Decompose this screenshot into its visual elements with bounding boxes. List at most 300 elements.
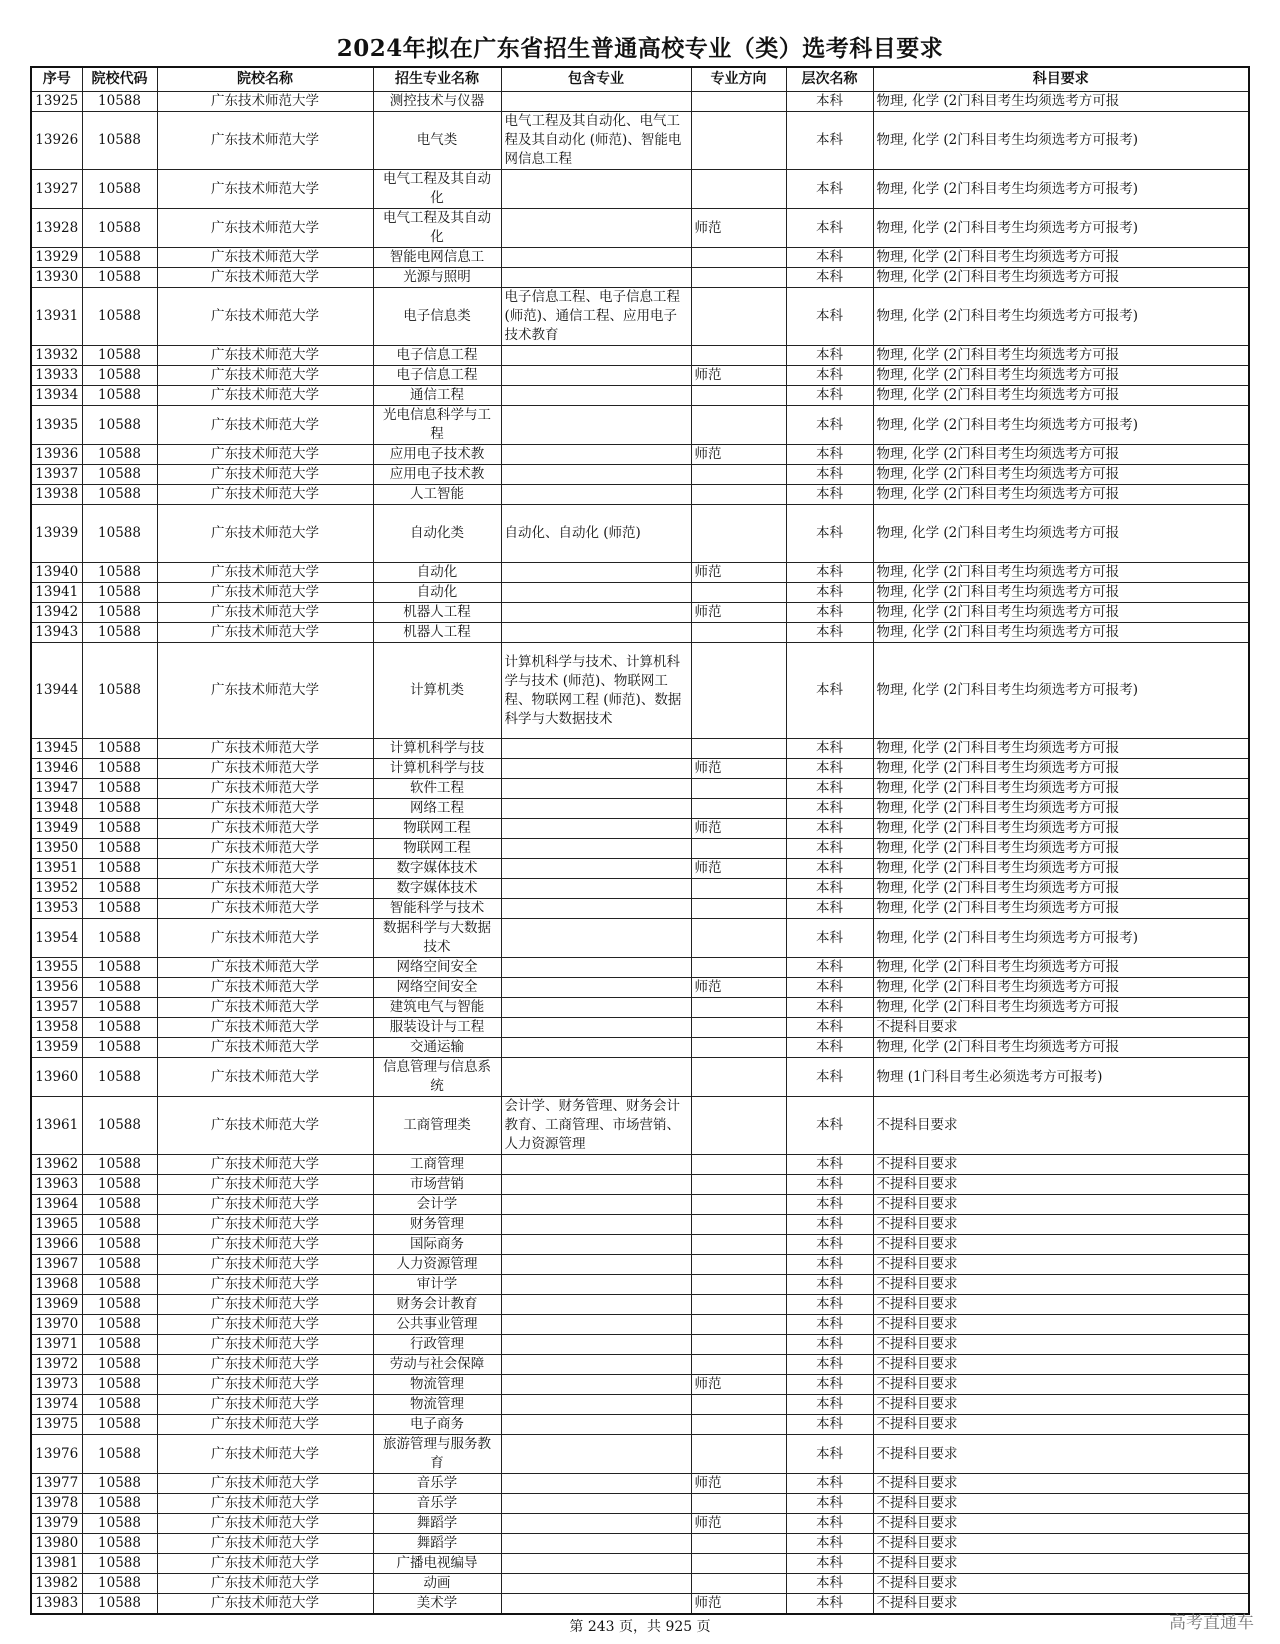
cell-school-code: 10588 xyxy=(82,643,157,739)
table-row xyxy=(31,112,1249,170)
cell-direction xyxy=(691,1275,786,1295)
cell-level: 本科 xyxy=(786,978,873,998)
cell-subject-req: 物理, 化学 (2门科目考生均须选考方可报 xyxy=(873,958,1249,978)
cell-level: 本科 xyxy=(786,1554,873,1574)
cell-subject-req: 不提科目要求 xyxy=(873,1175,1249,1195)
cell-level: 本科 xyxy=(786,288,873,346)
cell-seq: 13970 xyxy=(31,1315,82,1335)
cell-included-majors xyxy=(501,1255,691,1275)
cell-level: 本科 xyxy=(786,779,873,799)
table-row xyxy=(31,92,1249,112)
table-row xyxy=(31,739,1249,759)
cell-level: 本科 xyxy=(786,583,873,603)
cell-seq: 13947 xyxy=(31,779,82,799)
cell-direction xyxy=(691,583,786,603)
cell-subject-req: 不提科目要求 xyxy=(873,1235,1249,1255)
cell-level: 本科 xyxy=(786,248,873,268)
cell-level: 本科 xyxy=(786,1355,873,1375)
cell-major-name: 电子信息工程 xyxy=(373,366,501,386)
cell-level: 本科 xyxy=(786,899,873,919)
cell-seq: 13978 xyxy=(31,1494,82,1514)
cell-included-majors xyxy=(501,485,691,505)
cell-school-code: 10588 xyxy=(82,445,157,465)
cell-direction xyxy=(691,1315,786,1335)
cell-included-majors xyxy=(501,209,691,248)
cell-direction: 师范 xyxy=(691,603,786,623)
cell-subject-req: 不提科目要求 xyxy=(873,1395,1249,1415)
cell-subject-req: 物理, 化学 (2门科目考生均须选考方可报 xyxy=(873,248,1249,268)
cell-direction xyxy=(691,1335,786,1355)
cell-school-code: 10588 xyxy=(82,1275,157,1295)
table-row xyxy=(31,209,1249,248)
cell-level: 本科 xyxy=(786,170,873,209)
cell-level: 本科 xyxy=(786,819,873,839)
cell-included-majors xyxy=(501,1435,691,1474)
cell-subject-req: 不提科目要求 xyxy=(873,1474,1249,1494)
cell-level: 本科 xyxy=(786,919,873,958)
cell-level: 本科 xyxy=(786,505,873,563)
cell-direction xyxy=(691,112,786,170)
cell-subject-req: 物理, 化学 (2门科目考生均须选考方可报考) xyxy=(873,288,1249,346)
subject-requirements-table xyxy=(30,66,1250,1615)
cell-subject-req: 不提科目要求 xyxy=(873,1215,1249,1235)
table-row xyxy=(31,958,1249,978)
cell-direction xyxy=(691,1018,786,1038)
cell-subject-req: 物理, 化学 (2门科目考生均须选考方可报 xyxy=(873,779,1249,799)
table-row xyxy=(31,248,1249,268)
table-row xyxy=(31,583,1249,603)
cell-subject-req: 物理, 化学 (2门科目考生均须选考方可报 xyxy=(873,879,1249,899)
cell-level: 本科 xyxy=(786,1275,873,1295)
cell-included-majors xyxy=(501,899,691,919)
cell-seq: 13966 xyxy=(31,1235,82,1255)
header-school-name: 院校名称 xyxy=(157,67,373,92)
cell-school-name: 广东技术师范大学 xyxy=(157,839,373,859)
cell-school-name: 广东技术师范大学 xyxy=(157,563,373,583)
cell-level: 本科 xyxy=(786,445,873,465)
cell-direction xyxy=(691,346,786,366)
cell-included-majors xyxy=(501,759,691,779)
cell-direction: 师范 xyxy=(691,859,786,879)
page-footer: 第 243 页，共 925 页 xyxy=(569,1619,711,1635)
cell-direction xyxy=(691,1038,786,1058)
cell-level: 本科 xyxy=(786,1435,873,1474)
cell-school-name: 广东技术师范大学 xyxy=(157,1415,373,1435)
cell-school-code: 10588 xyxy=(82,1018,157,1038)
cell-seq: 13980 xyxy=(31,1534,82,1554)
cell-major-name: 舞蹈学 xyxy=(373,1514,501,1534)
cell-subject-req: 物理, 化学 (2门科目考生均须选考方可报考) xyxy=(873,112,1249,170)
cell-subject-req: 不提科目要求 xyxy=(873,1375,1249,1395)
cell-subject-req: 物理, 化学 (2门科目考生均须选考方可报 xyxy=(873,346,1249,366)
cell-level: 本科 xyxy=(786,406,873,445)
cell-subject-req: 不提科目要求 xyxy=(873,1574,1249,1594)
cell-major-name: 网络空间安全 xyxy=(373,978,501,998)
cell-subject-req: 不提科目要求 xyxy=(873,1415,1249,1435)
cell-school-name: 广东技术师范大学 xyxy=(157,1058,373,1097)
cell-major-name: 自动化 xyxy=(373,563,501,583)
cell-level: 本科 xyxy=(786,839,873,859)
cell-direction xyxy=(691,170,786,209)
cell-school-name: 广东技术师范大学 xyxy=(157,1255,373,1275)
cell-level: 本科 xyxy=(786,1295,873,1315)
cell-school-code: 10588 xyxy=(82,563,157,583)
cell-direction xyxy=(691,1554,786,1574)
cell-school-name: 广东技术师范大学 xyxy=(157,1097,373,1155)
cell-school-code: 10588 xyxy=(82,170,157,209)
cell-direction: 师范 xyxy=(691,445,786,465)
cell-major-name: 计算机科学与技 xyxy=(373,739,501,759)
cell-major-name: 财务会计教育 xyxy=(373,1295,501,1315)
cell-subject-req: 不提科目要求 xyxy=(873,1018,1249,1038)
cell-subject-req: 物理, 化学 (2门科目考生均须选考方可报 xyxy=(873,998,1249,1018)
cell-included-majors xyxy=(501,1554,691,1574)
table-row xyxy=(31,1018,1249,1038)
cell-direction xyxy=(691,1175,786,1195)
cell-level: 本科 xyxy=(786,739,873,759)
table-row xyxy=(31,879,1249,899)
cell-level: 本科 xyxy=(786,92,873,112)
table-row xyxy=(31,1255,1249,1275)
cell-included-majors xyxy=(501,268,691,288)
cell-direction xyxy=(691,268,786,288)
header-direction: 专业方向 xyxy=(691,67,786,92)
cell-level: 本科 xyxy=(786,1097,873,1155)
cell-included-majors xyxy=(501,1315,691,1335)
cell-included-majors xyxy=(501,1355,691,1375)
cell-level: 本科 xyxy=(786,112,873,170)
cell-major-name: 光源与照明 xyxy=(373,268,501,288)
cell-direction xyxy=(691,1494,786,1514)
cell-direction xyxy=(691,879,786,899)
cell-included-majors xyxy=(501,603,691,623)
cell-direction xyxy=(691,1355,786,1375)
cell-major-name: 物联网工程 xyxy=(373,839,501,859)
cell-school-code: 10588 xyxy=(82,1514,157,1534)
cell-direction xyxy=(691,505,786,563)
cell-included-majors xyxy=(501,623,691,643)
cell-school-code: 10588 xyxy=(82,978,157,998)
cell-level: 本科 xyxy=(786,1235,873,1255)
cell-major-name: 测控技术与仪器 xyxy=(373,92,501,112)
cell-seq: 13948 xyxy=(31,799,82,819)
cell-level: 本科 xyxy=(786,1574,873,1594)
cell-level: 本科 xyxy=(786,485,873,505)
cell-major-name: 电子商务 xyxy=(373,1415,501,1435)
cell-level: 本科 xyxy=(786,346,873,366)
cell-school-name: 广东技术师范大学 xyxy=(157,1494,373,1514)
cell-major-name: 行政管理 xyxy=(373,1335,501,1355)
cell-subject-req: 物理, 化学 (2门科目考生均须选考方可报 xyxy=(873,739,1249,759)
cell-major-name: 审计学 xyxy=(373,1275,501,1295)
cell-school-name: 广东技术师范大学 xyxy=(157,899,373,919)
cell-school-name: 广东技术师范大学 xyxy=(157,1534,373,1554)
table-row xyxy=(31,1554,1249,1574)
cell-school-code: 10588 xyxy=(82,465,157,485)
table-row xyxy=(31,1315,1249,1335)
cell-level: 本科 xyxy=(786,759,873,779)
cell-subject-req: 物理, 化学 (2门科目考生均须选考方可报 xyxy=(873,92,1249,112)
table-row xyxy=(31,445,1249,465)
table-row xyxy=(31,603,1249,623)
cell-school-code: 10588 xyxy=(82,248,157,268)
cell-school-code: 10588 xyxy=(82,268,157,288)
cell-subject-req: 物理 (1门科目考生必须选考方可报考) xyxy=(873,1058,1249,1097)
cell-subject-req: 不提科目要求 xyxy=(873,1335,1249,1355)
cell-subject-req: 不提科目要求 xyxy=(873,1494,1249,1514)
cell-school-name: 广东技术师范大学 xyxy=(157,879,373,899)
cell-included-majors xyxy=(501,406,691,445)
cell-subject-req: 物理, 化学 (2门科目考生均须选考方可报 xyxy=(873,759,1249,779)
table-row xyxy=(31,1038,1249,1058)
table-row xyxy=(31,839,1249,859)
cell-included-majors xyxy=(501,978,691,998)
cell-seq: 13945 xyxy=(31,739,82,759)
cell-level: 本科 xyxy=(786,998,873,1018)
table-row xyxy=(31,170,1249,209)
cell-included-majors: 会计学、财务管理、财务会计教育、工商管理、市场营销、人力资源管理 xyxy=(501,1097,691,1155)
cell-school-name: 广东技术师范大学 xyxy=(157,209,373,248)
cell-subject-req: 不提科目要求 xyxy=(873,1514,1249,1534)
cell-seq: 13954 xyxy=(31,919,82,958)
cell-direction: 师范 xyxy=(691,1474,786,1494)
cell-school-code: 10588 xyxy=(82,209,157,248)
table-row xyxy=(31,485,1249,505)
cell-school-code: 10588 xyxy=(82,1335,157,1355)
cell-school-name: 广东技术师范大学 xyxy=(157,759,373,779)
cell-level: 本科 xyxy=(786,643,873,739)
cell-included-majors xyxy=(501,465,691,485)
cell-major-name: 物流管理 xyxy=(373,1395,501,1415)
cell-level: 本科 xyxy=(786,1155,873,1175)
cell-major-name: 机器人工程 xyxy=(373,603,501,623)
cell-school-code: 10588 xyxy=(82,739,157,759)
cell-subject-req: 物理, 化学 (2门科目考生均须选考方可报 xyxy=(873,505,1249,563)
cell-major-name: 国际商务 xyxy=(373,1235,501,1255)
cell-school-name: 广东技术师范大学 xyxy=(157,248,373,268)
cell-school-name: 广东技术师范大学 xyxy=(157,268,373,288)
cell-major-name: 动画 xyxy=(373,1574,501,1594)
cell-direction xyxy=(691,1435,786,1474)
cell-major-name: 财务管理 xyxy=(373,1215,501,1235)
cell-major-name: 会计学 xyxy=(373,1195,501,1215)
cell-subject-req: 物理, 化学 (2门科目考生均须选考方可报考) xyxy=(873,919,1249,958)
cell-subject-req: 物理, 化学 (2门科目考生均须选考方可报 xyxy=(873,799,1249,819)
table-row xyxy=(31,1335,1249,1355)
table-row xyxy=(31,1474,1249,1494)
table-row xyxy=(31,623,1249,643)
cell-seq: 13968 xyxy=(31,1275,82,1295)
table-row xyxy=(31,759,1249,779)
cell-level: 本科 xyxy=(786,1375,873,1395)
table-row xyxy=(31,899,1249,919)
cell-level: 本科 xyxy=(786,1255,873,1275)
cell-school-name: 广东技术师范大学 xyxy=(157,603,373,623)
cell-level: 本科 xyxy=(786,859,873,879)
cell-school-name: 广东技术师范大学 xyxy=(157,799,373,819)
cell-school-code: 10588 xyxy=(82,386,157,406)
cell-subject-req: 不提科目要求 xyxy=(873,1195,1249,1215)
cell-direction xyxy=(691,799,786,819)
cell-major-name: 网络工程 xyxy=(373,799,501,819)
cell-included-majors xyxy=(501,799,691,819)
cell-major-name: 数据科学与大数据技术 xyxy=(373,919,501,958)
cell-seq: 13965 xyxy=(31,1215,82,1235)
cell-major-name: 网络空间安全 xyxy=(373,958,501,978)
cell-major-name: 智能电网信息工 xyxy=(373,248,501,268)
cell-direction xyxy=(691,288,786,346)
cell-included-majors xyxy=(501,1574,691,1594)
cell-included-majors xyxy=(501,998,691,1018)
cell-school-code: 10588 xyxy=(82,1058,157,1097)
cell-included-majors xyxy=(501,445,691,465)
cell-seq: 13957 xyxy=(31,998,82,1018)
cell-seq: 13941 xyxy=(31,583,82,603)
table-row xyxy=(31,998,1249,1018)
cell-school-name: 广东技术师范大学 xyxy=(157,1435,373,1474)
cell-seq: 13976 xyxy=(31,1435,82,1474)
cell-direction xyxy=(691,623,786,643)
cell-seq: 13929 xyxy=(31,248,82,268)
cell-school-name: 广东技术师范大学 xyxy=(157,406,373,445)
table-row xyxy=(31,1415,1249,1435)
cell-seq: 13927 xyxy=(31,170,82,209)
cell-subject-req: 物理, 化学 (2门科目考生均须选考方可报考) xyxy=(873,209,1249,248)
cell-major-name: 音乐学 xyxy=(373,1474,501,1494)
cell-school-code: 10588 xyxy=(82,485,157,505)
table-row xyxy=(31,919,1249,958)
cell-level: 本科 xyxy=(786,1534,873,1554)
cell-major-name: 光电信息科学与工程 xyxy=(373,406,501,445)
table-row xyxy=(31,346,1249,366)
cell-direction xyxy=(691,1155,786,1175)
cell-school-name: 广东技术师范大学 xyxy=(157,288,373,346)
cell-school-code: 10588 xyxy=(82,1375,157,1395)
cell-school-name: 广东技术师范大学 xyxy=(157,1514,373,1534)
cell-school-code: 10588 xyxy=(82,1594,157,1615)
cell-direction xyxy=(691,643,786,739)
cell-school-name: 广东技术师范大学 xyxy=(157,445,373,465)
cell-school-code: 10588 xyxy=(82,92,157,112)
cell-subject-req: 物理, 化学 (2门科目考生均须选考方可报 xyxy=(873,366,1249,386)
cell-subject-req: 不提科目要求 xyxy=(873,1534,1249,1554)
cell-included-majors xyxy=(501,1038,691,1058)
table-row xyxy=(31,1295,1249,1315)
cell-included-majors xyxy=(501,1534,691,1554)
table-row xyxy=(31,799,1249,819)
cell-school-code: 10588 xyxy=(82,998,157,1018)
cell-school-code: 10588 xyxy=(82,346,157,366)
cell-included-majors xyxy=(501,1175,691,1195)
cell-included-majors xyxy=(501,779,691,799)
header-subject-req: 科目要求 xyxy=(873,67,1249,92)
cell-major-name: 交通运输 xyxy=(373,1038,501,1058)
table-row xyxy=(31,465,1249,485)
cell-direction: 师范 xyxy=(691,1594,786,1615)
cell-included-majors xyxy=(501,1235,691,1255)
table-row xyxy=(31,859,1249,879)
cell-subject-req: 物理, 化学 (2门科目考生均须选考方可报 xyxy=(873,563,1249,583)
cell-seq: 13926 xyxy=(31,112,82,170)
cell-direction: 师范 xyxy=(691,563,786,583)
cell-subject-req: 物理, 化学 (2门科目考生均须选考方可报 xyxy=(873,465,1249,485)
cell-seq: 13934 xyxy=(31,386,82,406)
cell-major-name: 工商管理 xyxy=(373,1155,501,1175)
cell-seq: 13973 xyxy=(31,1375,82,1395)
cell-subject-req: 不提科目要求 xyxy=(873,1155,1249,1175)
brand-watermark: 高考直通车 xyxy=(1169,1613,1254,1633)
cell-direction xyxy=(691,839,786,859)
cell-school-name: 广东技术师范大学 xyxy=(157,1315,373,1335)
cell-level: 本科 xyxy=(786,1018,873,1038)
cell-level: 本科 xyxy=(786,1195,873,1215)
cell-direction xyxy=(691,465,786,485)
cell-subject-req: 物理, 化学 (2门科目考生均须选考方可报考) xyxy=(873,643,1249,739)
cell-major-name: 应用电子技术教 xyxy=(373,445,501,465)
cell-direction xyxy=(691,1235,786,1255)
cell-included-majors: 电子信息工程、电子信息工程 (师范)、通信工程、应用电子技术教育 xyxy=(501,288,691,346)
cell-included-majors xyxy=(501,1594,691,1615)
cell-school-name: 广东技术师范大学 xyxy=(157,1195,373,1215)
table-row xyxy=(31,505,1249,563)
cell-direction xyxy=(691,899,786,919)
cell-school-name: 广东技术师范大学 xyxy=(157,1155,373,1175)
cell-school-name: 广东技术师范大学 xyxy=(157,919,373,958)
cell-seq: 13963 xyxy=(31,1175,82,1195)
cell-direction xyxy=(691,1295,786,1315)
cell-direction xyxy=(691,1534,786,1554)
cell-school-code: 10588 xyxy=(82,112,157,170)
cell-major-name: 机器人工程 xyxy=(373,623,501,643)
cell-major-name: 舞蹈学 xyxy=(373,1534,501,1554)
cell-level: 本科 xyxy=(786,879,873,899)
cell-included-majors xyxy=(501,739,691,759)
table-row xyxy=(31,1175,1249,1195)
cell-school-code: 10588 xyxy=(82,583,157,603)
cell-included-majors xyxy=(501,839,691,859)
cell-level: 本科 xyxy=(786,1594,873,1615)
cell-school-name: 广东技术师范大学 xyxy=(157,1574,373,1594)
cell-school-code: 10588 xyxy=(82,1574,157,1594)
cell-subject-req: 物理, 化学 (2门科目考生均须选考方可报 xyxy=(873,445,1249,465)
cell-school-code: 10588 xyxy=(82,603,157,623)
cell-school-code: 10588 xyxy=(82,1534,157,1554)
cell-direction xyxy=(691,919,786,958)
table-row xyxy=(31,1355,1249,1375)
cell-direction xyxy=(691,406,786,445)
cell-school-name: 广东技术师范大学 xyxy=(157,1175,373,1195)
cell-major-name: 旅游管理与服务教育 xyxy=(373,1435,501,1474)
cell-school-name: 广东技术师范大学 xyxy=(157,366,373,386)
cell-included-majors xyxy=(501,958,691,978)
cell-included-majors xyxy=(501,1155,691,1175)
cell-major-name: 计算机类 xyxy=(373,643,501,739)
cell-subject-req: 不提科目要求 xyxy=(873,1255,1249,1275)
cell-included-majors xyxy=(501,563,691,583)
cell-school-name: 广东技术师范大学 xyxy=(157,958,373,978)
cell-direction xyxy=(691,739,786,759)
cell-included-majors: 电气工程及其自动化、电气工程及其自动化 (师范)、智能电网信息工程 xyxy=(501,112,691,170)
cell-seq: 13975 xyxy=(31,1415,82,1435)
cell-level: 本科 xyxy=(786,209,873,248)
cell-included-majors xyxy=(501,346,691,366)
table-row xyxy=(31,1395,1249,1415)
cell-school-code: 10588 xyxy=(82,1155,157,1175)
cell-direction xyxy=(691,248,786,268)
cell-subject-req: 物理, 化学 (2门科目考生均须选考方可报 xyxy=(873,859,1249,879)
cell-included-majors xyxy=(501,1275,691,1295)
cell-seq: 13969 xyxy=(31,1295,82,1315)
